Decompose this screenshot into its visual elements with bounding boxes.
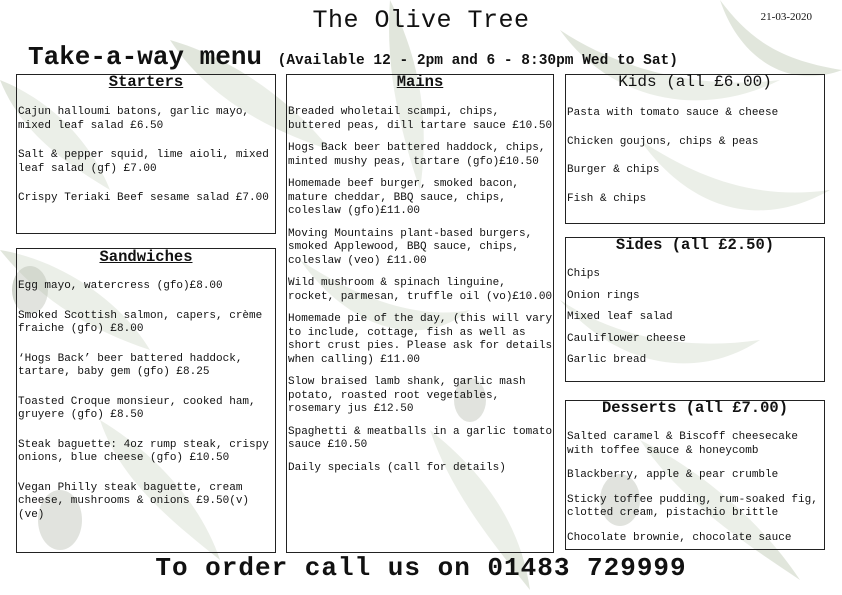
dessert-item: Sticky toffee pudding, rum-soaked fig, clotted cream, pistachio brittle: [567, 493, 818, 519]
kids-section: [565, 74, 825, 224]
sandwich-item: Vegan Philly steak baguette, cream cheese, mushrooms & onions £9.50(v)(ve): [18, 481, 250, 521]
kids-item: Chicken goujons, chips & peas: [567, 135, 759, 148]
side-item: Chips: [567, 268, 601, 280]
main-item: Homemade pie of the day, (this will vary to include, cottage, fish as well as short crust pies. Please ask for details when calling) £11.00: [288, 313, 553, 366]
main-item: Hogs Back beer battered haddock, chips, minted mushy peas, tartare (gfo)£10.50: [288, 142, 546, 168]
main-item: Daily specials (call for details): [288, 461, 506, 474]
desserts-section: [565, 400, 825, 550]
dessert-item: Chocolate brownie, chocolate sauce: [567, 531, 792, 544]
dessert-item: Salted caramel & Biscoff cheesecake with toffee sauce & honeycomb: [567, 431, 799, 457]
restaurant-title: The Olive Tree: [312, 6, 530, 35]
menu-title: Take-a-way menu: [28, 42, 263, 72]
starter-item: Crispy Teriaki Beef sesame salad £7.00: [18, 192, 269, 204]
main-item: Spaghetti & meatballs in a garlic tomato sauce £10.50: [288, 425, 553, 451]
sides-section: [565, 237, 825, 382]
mains-section: [286, 74, 554, 553]
starters-heading: Starters: [108, 73, 184, 91]
sandwich-item: Smoked Scottish salmon, capers, crème fraiche (gfo) £8.00: [18, 309, 263, 335]
dessert-item: Blackberry, apple & pear crumble: [567, 469, 779, 481]
side-item: Garlic bread: [567, 354, 647, 366]
sandwiches-heading: Sandwiches: [99, 248, 193, 266]
desserts-heading: Desserts (all £7.00): [601, 399, 789, 417]
starters-section: [16, 74, 276, 234]
kids-item: Fish & chips: [567, 192, 647, 205]
main-item: Slow braised lamb shank, garlic mash potato, roasted root vegetables, rosemary jus £12.50: [288, 376, 526, 415]
starter-item: Cajun halloumi batons, garlic mayo, mixed leaf salad £6.50: [18, 106, 250, 132]
starter-item: Salt & pepper squid, lime aioli, mixed leaf salad (gf) £7.00: [18, 149, 269, 175]
main-item: Breaded wholetail scampi, chips, buttered peas, dill tartare sauce £10.50: [288, 106, 553, 132]
order-phone-footer: To order call us on 01483 729999: [155, 553, 687, 583]
sides-heading: Sides (all £2.50): [615, 236, 775, 254]
side-item: Cauliflower cheese: [567, 332, 686, 345]
menu-subtitle: [28, 42, 678, 72]
kids-item: Pasta with tomato sauce & cheese: [567, 107, 779, 119]
main-item: Wild mushroom & spinach linguine, rocket, parmesan, truffle oil (vo)£10.00: [288, 277, 553, 303]
sandwich-item: Steak baguette: 4oz rump steak, crispy onions, blue cheese (gfo) £10.50: [18, 438, 269, 464]
kids-heading: Kids (all £6.00): [618, 73, 772, 91]
availability-text: (Available 12 - 2pm and 6 - 8:30pm Wed to Sat): [277, 53, 678, 69]
side-item: Onion rings: [567, 289, 640, 302]
menu-date: 21-03-2020: [760, 11, 812, 23]
sandwich-item: Egg mayo, watercress (gfo)£8.00: [18, 280, 223, 292]
sandwich-item: ‘Hogs Back’ beer battered haddock, tartare, baby gem (gfo) £8.25: [18, 352, 243, 378]
mains-heading: Mains: [396, 73, 444, 91]
side-item: Mixed leaf salad: [567, 311, 673, 323]
kids-item: Burger & chips: [567, 164, 660, 176]
sandwiches-section: [16, 248, 276, 553]
sandwich-item: Toasted Croque monsieur, cooked ham, gruyere (gfo) £8.50: [18, 395, 256, 421]
main-item: Homemade beef burger, smoked bacon, mature cheddar, BBQ sauce, chips, coleslaw (gfo)£11.00: [288, 178, 520, 217]
main-item: Moving Mountains plant-based burgers, smoked Applewood, BBQ sauce, chips, coleslaw (veo) £11.00: [288, 227, 533, 267]
